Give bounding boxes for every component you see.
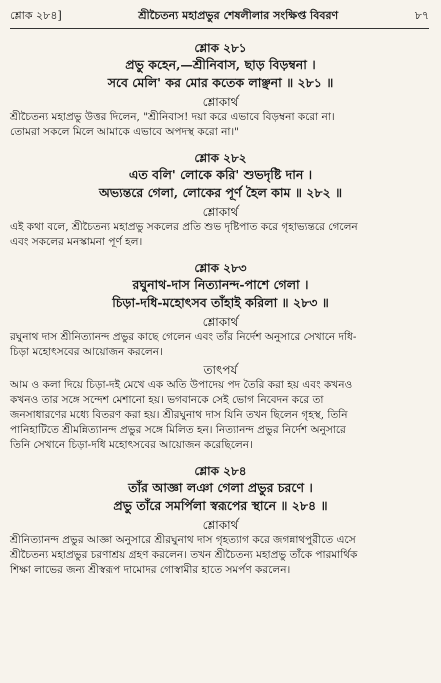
translation-line: শ্রীচৈতন্য মহাপ্রভু উত্তর দিলেন, "শ্রীনিবাস! দয়া করে এভাবে বিড়ম্বনা করো না।	[10, 111, 335, 123]
purport-line: জনসাধারণের মধ্যে বিতরণ করা হয়। শ্রীরঘুনাথ দাস যিনি তখন ছিলেন গৃহস্থ, তিনি	[10, 409, 348, 421]
purport-line: তিনি সেখানে চিড়া-দধি মহোৎসবের আয়োজন করেছিলেন।	[10, 439, 253, 451]
verse-line: প্রভু কহেন,—শ্রীনিবাস, ছাড় বিড়ম্বনা ।	[125, 57, 316, 72]
verse-section-284	[10, 463, 431, 578]
verse-heading: শ্লোক ২৮৩	[194, 261, 247, 275]
verse-section-282	[10, 150, 431, 250]
purport-line: পানিহাটিতে শ্রীমন্নিত্যানন্দ প্রভুর সঙ্গে মিলিত হন। নিত্যানন্দ প্রভুর নির্দেশ অনুসারে	[10, 424, 346, 436]
page-body	[10, 36, 431, 578]
running-header	[10, 6, 429, 29]
page-number: ৮৭	[414, 9, 429, 22]
verse-line: রঘুনাথ-দাস নিত্যানন্দ-পাশে গেলা ।	[132, 277, 309, 292]
verse-section-283	[10, 260, 431, 453]
header-title: শ্রীচৈতন্য মহাপ্রভুর শেষলীলার সংক্ষিপ্ত বিবরণ	[138, 9, 339, 22]
verse-line: এত বলি' লোকে করি' শুভদৃষ্টি দান ।	[128, 167, 313, 182]
verse-line: চিড়া-দধি-মহোৎসব তাঁহাই করিলা ॥ ২৮৩ ॥	[112, 295, 329, 310]
translation-line: এবং সকলের মনস্কামনা পূর্ণ হল।	[10, 236, 143, 248]
translation-line: চিড়া মহোৎসবের আয়োজন করলেন।	[10, 346, 163, 358]
verse-line: অভ্যন্তরে গেলা, লোকের পূর্ণ হৈল কাম ॥ ২৮২ ॥	[98, 185, 343, 200]
translation-label: শ্লোকার্থ	[202, 205, 239, 219]
translation-line: শিক্ষা লাভের জন্য শ্রীস্বরূপ দামোদর গোস্বামীর হাতে সমর্পণ করলেন।	[10, 564, 291, 576]
verse-heading: শ্লোক ২৮৪	[194, 464, 247, 478]
verse-heading: শ্লোক ২৮২	[194, 151, 247, 165]
verse-line: তাঁর আজ্ঞা লঞা গেলা প্রভুর চরণে ।	[128, 480, 313, 495]
translation-line: এই কথা বলে, শ্রীচৈতন্য মহাপ্রভু সকলের প্রতি শুভ দৃষ্টিপাত করে গৃহাভ্যন্তরে গেলেন	[10, 221, 358, 233]
translation-line: তোমরা সকলে মিলে আমাকে এভাবে অপদস্থ করো না।"	[10, 126, 239, 138]
translation-label: শ্লোকার্থ	[202, 518, 239, 532]
translation-label: শ্লোকার্থ	[202, 95, 239, 109]
verse-line: প্রভু তাঁরে সমর্পিলা স্বরূপের স্থানে ॥ ২৮৪ ॥	[113, 498, 328, 513]
header-verse-ref: শ্লোক ২৮৪]	[10, 9, 62, 22]
purport-label: তাৎপর্য	[203, 363, 238, 377]
verse-heading: শ্লোক ২৮১	[194, 41, 247, 55]
verse-section-281	[10, 40, 431, 140]
translation-line: শ্রীচৈতন্য মহাপ্রভুর চরণাশ্রয় গ্রহণ করলেন। তখন শ্রীচৈতন্য মহাপ্রভু তাঁকে পারমার্থিক	[10, 549, 358, 561]
purport-line: কখনও তার সঙ্গে সন্দেশ মেশানো হয়। ভগবানকে সেই ভোগ নিবেদন করে তা	[10, 394, 324, 406]
translation-line: রঘুনাথ দাস শ্রীনিত্যানন্দ প্রভুর কাছে গেলেন এবং তাঁর নির্দেশ অনুসারে সেখানে দধি-	[10, 331, 357, 343]
verse-line: সবে মেলি' কর মোর কতেক লাঞ্ছনা ॥ ২৮১ ॥	[107, 75, 334, 90]
translation-line: শ্রীনিত্যানন্দ প্রভুর আজ্ঞা অনুসারে শ্রীরঘুনাথ দাস গৃহত্যাগ করে জগন্নাথপুরীতে এসে	[10, 534, 356, 546]
purport-line: আম ও কলা দিয়ে চিড়া-দই মেখে এক অতি উপাদেয় পদ তৈরি করা হয় এবং কখনও	[10, 379, 353, 391]
translation-label: শ্লোকার্থ	[202, 315, 239, 329]
